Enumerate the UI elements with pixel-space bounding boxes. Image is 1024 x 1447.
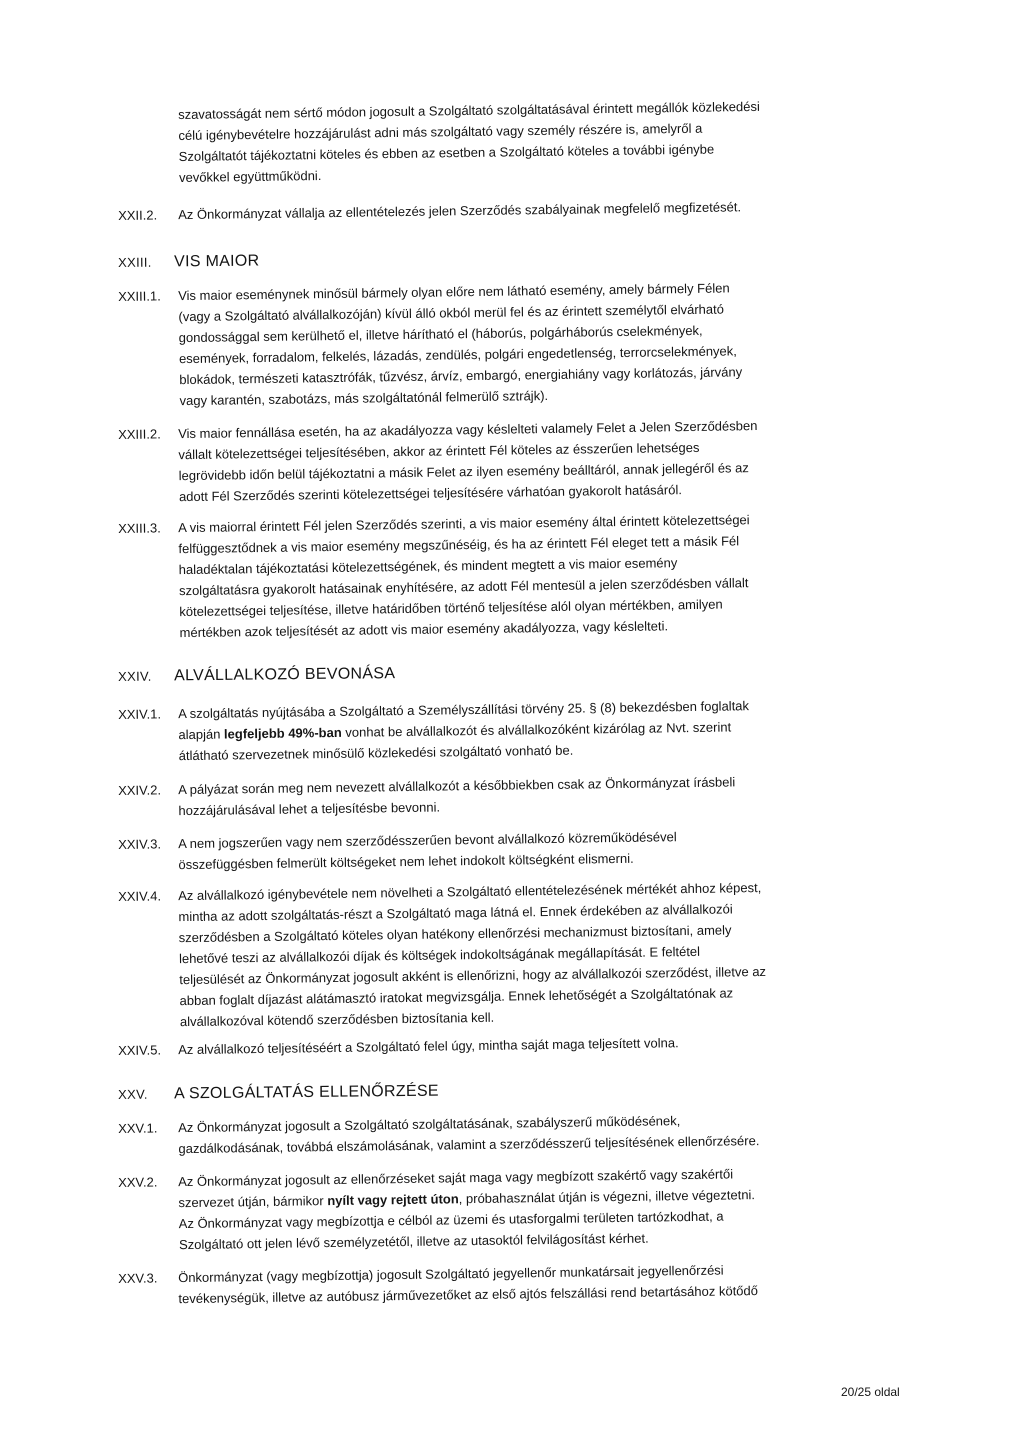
text-segment: , próbahasználat útján is végezni, illetve végeztetni. bbox=[458, 1187, 756, 1207]
section-heading-xxv bbox=[118, 1083, 439, 1104]
clause-xxiii-1 bbox=[118, 275, 900, 412]
text-line: Szolgáltató ott jelen lévő személyzetétől, illetve az utasoktól felvilágosítást kérhet. bbox=[178, 1230, 649, 1253]
text-line: események, forradalom, felkelés, lázadás, zendülés, polgári engedetlenség, terrorcselekmények, bbox=[178, 343, 737, 367]
clause-number: XXIII.1. bbox=[118, 288, 161, 304]
bold-text: legfeljebb 49%-ban bbox=[223, 724, 342, 742]
text-line: (vagy a Szolgáltató alvállalkozóján) kívül álló okból merül fel és az érintett személytől elvárható bbox=[178, 301, 725, 325]
text-line: A vis maiorral érintett Fél jelen Szerződés szerinti, a vis maior esemény által érintett kötelezettségei bbox=[178, 512, 750, 536]
clause-xxiii-3 bbox=[118, 507, 900, 644]
section-title: ALVÁLLALKOZÓ BEVONÁSA bbox=[173, 665, 396, 685]
text-line: Az Önkormányzat vagy megbízottja e célból az üzemi és utasforgalmi területen tartózkodhat, a bbox=[178, 1208, 724, 1232]
clause-xxv-3 bbox=[118, 1257, 899, 1310]
text-line: Az Önkormányzat jogosult a Szolgáltató szolgáltatásának, szabályszerű működésének, bbox=[178, 1113, 681, 1136]
clause-number: XXIV.2. bbox=[118, 782, 162, 798]
clause-text: Az alvállalkozó teljesítéséért a Szolgáltató felel úgy, mintha saját maga teljesített volna. bbox=[178, 1035, 679, 1058]
clause-number: XXII.2. bbox=[118, 207, 158, 223]
section-heading-xxiv bbox=[118, 665, 395, 686]
clause-number: XXIII.2. bbox=[118, 426, 161, 442]
text-line: blokádok, természeti katasztrófák, tűzvész, árvíz, embargó, energiahiány vagy korlátozás, járvány bbox=[179, 364, 743, 388]
text-line: Az alvállalkozó igénybevétele nem növelheti a Szolgáltató ellentételezésének mértékét ahhoz képest, bbox=[178, 880, 762, 904]
clause-xxiii-2 bbox=[118, 413, 899, 508]
text-line: szerződésben a Szolgáltató köteles olyan hatékony ellenőrzési mechanizmust biztosítani, amely bbox=[178, 922, 732, 946]
section-number: XXIV. bbox=[118, 668, 152, 684]
text-line: Vis maior fennállása esetén, ha az akadályozza vagy késlelteti valamely Felet a Jelen Szerződésben bbox=[178, 418, 758, 442]
text-line: vevőkkel együttműködni. bbox=[178, 168, 322, 185]
text-line: legrövidebb időn belül tájékoztatni a másik Felet az ilyen esemény beálltáról, annak jellegéről és az bbox=[178, 460, 749, 484]
text-line: teljesülését az Önkormányzat jogosult akként is ellenőrizni, hogy az alvállalkozói szerződést, illetve az bbox=[179, 963, 767, 988]
text-line: lehetővé teszi az alvállalkozói díjak és költségek indokoltságának megállapítását. E feltétel bbox=[178, 943, 701, 967]
text-line: szolgáltatásra gyakorolt hatásainak enyhítésére, az adott Fél mentesül a jelen szerződésben vállalt bbox=[178, 575, 749, 599]
text-line: Szolgáltatót tájékoztatni köteles és ebben az esetben a Szolgáltató köteles a további igénybe bbox=[178, 141, 715, 164]
section-number: XXV. bbox=[118, 1086, 148, 1102]
text-line: tevékenységük, illetve az autóbusz járművezetőket az első ajtós felszállási rend betartásához kötődő bbox=[178, 1283, 759, 1307]
clause-xxiv-2 bbox=[118, 769, 899, 822]
clause-number: XXIV.1. bbox=[118, 706, 162, 722]
text-line: vállalt kötelezettségei teljesítésében, akkor az érintett Fél köteles az ésszerűen lehetséges bbox=[178, 439, 700, 463]
text-segment: vonhat be alvállalkozót és alvállalkozóként kizárólag az Nvt. szerint bbox=[341, 719, 732, 740]
text-segment: szervezet útján, bármikor bbox=[178, 1193, 328, 1211]
text-line: abban foglalt díjazást alátámasztó iratokat megvizsgálja. Ennek lehetőségét a Szolgáltatónak az bbox=[179, 985, 734, 1009]
clause-number: XXIV.4. bbox=[118, 888, 162, 904]
text-segment: alapján bbox=[178, 726, 225, 743]
bold-text: nyílt vagy rejtett úton bbox=[327, 1191, 459, 1209]
text-line: átlátható szervezetnek minősülő közlekedési szolgáltató vonható be. bbox=[178, 742, 574, 764]
text-line: Önkormányzat (vagy megbízottja) jogosult Szolgáltató jegyellenőr munkatársait jegyellenőrzési bbox=[178, 1262, 724, 1286]
text-line: szavatosságát nem sértő módon jogosult a Szolgáltató szolgáltatásával érintett megállók közlekedési bbox=[178, 98, 760, 122]
clause-number: XXV.3. bbox=[118, 1270, 158, 1286]
text-line: hozzájárulásával lehet a teljesítésbe bevonni. bbox=[178, 799, 441, 819]
text-line: mértékben azok teljesítését az adott vis maior esemény akadályozza, vagy késlelteti. bbox=[179, 618, 669, 641]
section-title: A SZOLGÁLTATÁS ELLENŐRZÉSE bbox=[173, 1082, 439, 1103]
text-line: kötelezettségei teljesítése, illetve határidőben történő teljesítése alól olyan mértékben, amilyen bbox=[179, 596, 723, 620]
clause-xxiv-4 bbox=[118, 875, 900, 1033]
text-line: gazdálkodásának, továbbá elszámolásának, valamint a szerződésszerű teljesítésének ellenőrzésére. bbox=[178, 1133, 760, 1157]
section-heading-xxiii bbox=[118, 253, 260, 272]
text-line: adott Fél Szerződés szerinti kötelezettségei teljesítésére várhatóan gyakorolt hatásáról. bbox=[178, 482, 683, 505]
text-line: vagy karantén, szabotázs, más szolgáltatónál felmerülő sztrájk). bbox=[179, 388, 549, 409]
text-line: célú igénybevételre hozzájárulást adni más szolgáltató vagy személy részére is, amelyről a bbox=[178, 120, 703, 143]
section-title: VIS MAIOR bbox=[173, 252, 260, 271]
text-line: felfüggesztődnek a vis maior esemény megszűnéséig, és ha az érintett Fél eleget tett a másik Fél bbox=[178, 533, 740, 557]
clause-number: XXIII.3. bbox=[118, 520, 161, 536]
clause-xxv-2 bbox=[118, 1161, 899, 1256]
text-line: Vis maior eseménynek minősül bármely olyan előre nem látható esemény, amely bármely Félen bbox=[178, 280, 730, 304]
clause-xxv-1 bbox=[118, 1107, 899, 1160]
clause-xxii-2 bbox=[118, 194, 898, 226]
clause-xxiv-5 bbox=[118, 1029, 898, 1061]
text-line: haladéktalan tájékoztatási kötelezettségének, és mindent megtett a vis maior esemény bbox=[178, 555, 678, 578]
text-line: A nem jogszerűen vagy nem szerződésszerűen bevont alvállalkozó közreműködésével bbox=[178, 829, 677, 852]
text-line: Az Önkormányzat jogosult az ellenőrzéseket saját maga vagy megbízott szakértő vagy szakértői bbox=[178, 1166, 734, 1190]
section-number: XXIII. bbox=[118, 254, 152, 270]
clause-number: XXV.1. bbox=[118, 1120, 158, 1136]
clause-xxiv-3 bbox=[118, 823, 899, 876]
clause-number: XXV.2. bbox=[118, 1174, 158, 1190]
text-line: gondossággal sem kerülhető el, illetve hárítható el (háborús, polgárháborús cselekmények, bbox=[178, 322, 703, 346]
intro-paragraph bbox=[178, 94, 899, 188]
clause-xxiv-1 bbox=[118, 693, 899, 767]
text-line: alvállalkozóval kötendő szerződésben biztosítania kell. bbox=[179, 1009, 495, 1030]
text-line: A pályázat során meg nem nevezett alvállalkozót a későbbiekben csak az Önkormányzat írásbeli bbox=[178, 774, 736, 798]
text-line: mintha az adott szolgáltatás-részt a Szolgáltató maga látná el. Ennek érdekében az alvállalkozói bbox=[178, 901, 733, 925]
page-number: 20/25 oldal bbox=[841, 1385, 900, 1399]
text-line: összefüggésben felmerült költségeket nem lehet indokolt költségként elismerni. bbox=[178, 850, 634, 873]
clause-number: XXIV.3. bbox=[118, 836, 162, 852]
clause-number: XXIV.5. bbox=[118, 1042, 162, 1058]
clause-text: Az Önkormányzat vállalja az ellentételezés jelen Szerződés szabályainak megfelelő megfizetését. bbox=[178, 199, 742, 223]
text-line: A szolgáltatás nyújtásába a Szolgáltató a Személyszállítási törvény 25. § (8) bekezdésben foglaltak bbox=[178, 698, 750, 722]
